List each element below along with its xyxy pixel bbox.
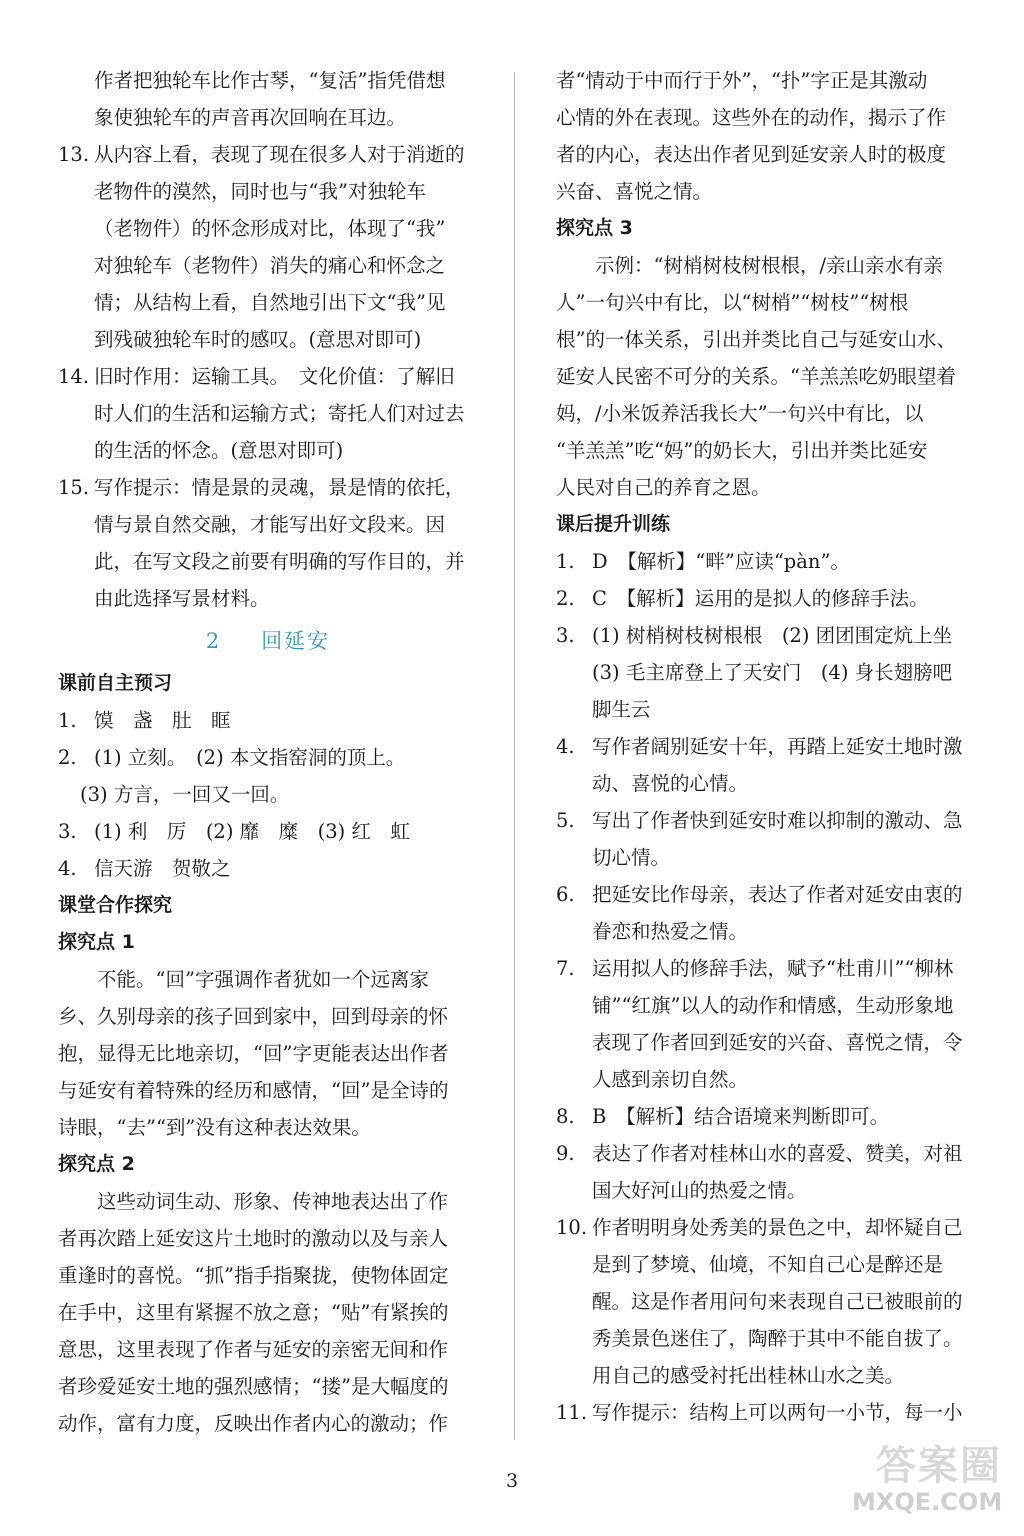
training-9: 9. 表达了作者对桂林山水的喜爱、赞美，对祖 国大好河山的热爱之情。 [556, 1142, 963, 1202]
explore-point-2-continuation: 者“情动于中而行于外”，“扑”字正是其激动 心情的外在表现。这些外在的动作，揭示了作 者的内心，表达出作者见到延安亲人时的极度 兴奋、喜悦之情。 [556, 69, 947, 203]
section-heading-explore: 课堂合作探究 [58, 894, 173, 916]
training-1: 1. D 【解析】“畔”应读“pàn”。 [556, 550, 850, 573]
explore-point-3-title: 探究点 3 [556, 217, 633, 239]
explore-point-1-title: 探究点 1 [58, 931, 135, 953]
section-heading-preview: 课前自主预习 [58, 672, 173, 694]
answer-13: 13. 从内容上看，表现了现在很多人对于消逝的 老物件的漠然，同时也与“我”对独轮车 （老物件）的怀念形成对比，体现了“我” 对独轮车（老物件）消失的痛心和怀念之 情；从结构上看，自然地引出下文“我”见 到残破独轮车时的感叹。(意思对即可) [58, 143, 465, 351]
left-column [58, 62, 478, 1442]
training-4: 4. 写作者阔别延安十年，再踏上延安土地时激 动、喜悦的心情。 [556, 735, 963, 795]
explore-point-2-title: 探究点 2 [58, 1153, 135, 1175]
watermark-logo [852, 1444, 1002, 1524]
section-heading-training: 课后提升训练 [556, 513, 671, 535]
training-2: 2. C 【解析】运用的是拟人的修辞手法。 [556, 587, 929, 610]
preview-3: 3. (1) 利 厉 (2) 靡 糜 (3) 红 虹 [58, 820, 410, 843]
watermark-url: MXQE.COM [852, 1488, 1003, 1516]
explore-point-1-body: 不能。“回”字强调作者犹如一个远离家 乡、久别母亲的孩子回到家中，回到母亲的怀 抱，显得无比地亲切，“回”字更能表达出作者 与延安有着特殊的经历和感情，“回”是全诗的 诗眼，“去”“到”没有这种表达效果。 [58, 968, 449, 1139]
training-8: 8. B 【解析】结合语境来判断即可。 [556, 1105, 890, 1128]
column-divider [514, 72, 515, 1440]
preview-2: 2. (1) 立刻。 (2) 本文指窑洞的顶上。 (3) 方言，一回又一回。 [58, 746, 406, 806]
answer-14: 14. 旧时作用：运输工具。 文化价值：了解旧 时人们的生活和运输方式；寄托人们对过去 的生活的怀念。(意思对即可) [58, 365, 465, 462]
watermark-text: 答案圈 [876, 1443, 1002, 1489]
training-7: 7. 运用拟人的修辞手法，赋予“杜甫川”“柳林 铺”“红旗”以人的动作和情感，生动形象地 表现了作者回到延安的兴奋、喜悦之情，令 人感到亲切自然。 [556, 957, 963, 1091]
right-column [556, 62, 976, 1431]
explore-point-3-body: 示例：“树梢树枝树根根，/亲山亲水有亲 人”一句兴中有比，以“树梢”“树枝”“树根 根”的一体关系，引出并类比自己与延安山水、 延安人民密不可分的关系。“羊羔羔吃奶眼望着 妈，/小米饭养活我长大”一句兴中有比，以 “羊羔羔”吃“妈”的奶长大，引出并类比延安 人民对自己的养育之恩。 [556, 254, 956, 499]
training-3: 3. (1) 树梢树枝树根根 (2) 团团围定炕上坐 (3) 毛主席登上了天安门 (4) 身长翅膀吧 脚生云 [556, 624, 953, 721]
lesson-title: 2 回延安 [205, 629, 331, 653]
preview-1: 1. 馍 盏 肚 眶 [58, 709, 231, 732]
explore-point-2-body: 这些动词生动、形象、传神地表达出了作 者再次踏上延安这片土地时的激动以及与亲人 重逢时的喜悦。“抓”指手指聚拢，使物体固定 在手中，这里有紧握不放之意；“贴”有紧挨的 意思，这里表现了作者与延安的亲密无间和作 者珍爱延安土地的强烈感情；“搂”是大幅度的 动作，富有力度，反映出作者内心的激动；作 [58, 1190, 449, 1435]
answer-15: 15. 写作提示：情是景的灵魂，景是情的依托， 情与景自然交融，才能写出好文段来。因 此，在写文段之前要有明确的写作目的，并 由此选择写景材料。 [58, 476, 465, 610]
training-10: 10. 作者明明身处秀美的景色之中，却怀疑自己 是到了梦境、仙境，不知自己心是醉还是 醒。这是作者用问句来表现自己已被眼前的 秀美景色迷住了，陶醉于其中不能自拔了。 用自己的感受衬托出桂林山水之美。 [556, 1216, 963, 1387]
training-11: 11. 写作提示：结构上可以两句一小节，每一小 [556, 1401, 963, 1424]
training-6: 6. 把延安比作母亲，表达了作者对延安由衷的 眷恋和热爱之情。 [556, 883, 963, 943]
q12-continuation: 作者把独轮车比作古琴，“复活”指凭借想 象使独轮车的声音再次回响在耳边。 [94, 69, 446, 129]
training-5: 5. 写出了作者快到延安时难以抑制的激动、急 切心情。 [556, 809, 963, 869]
page-number: 3 [505, 1470, 519, 1492]
preview-4: 4. 信天游 贺敬之 [58, 857, 231, 880]
